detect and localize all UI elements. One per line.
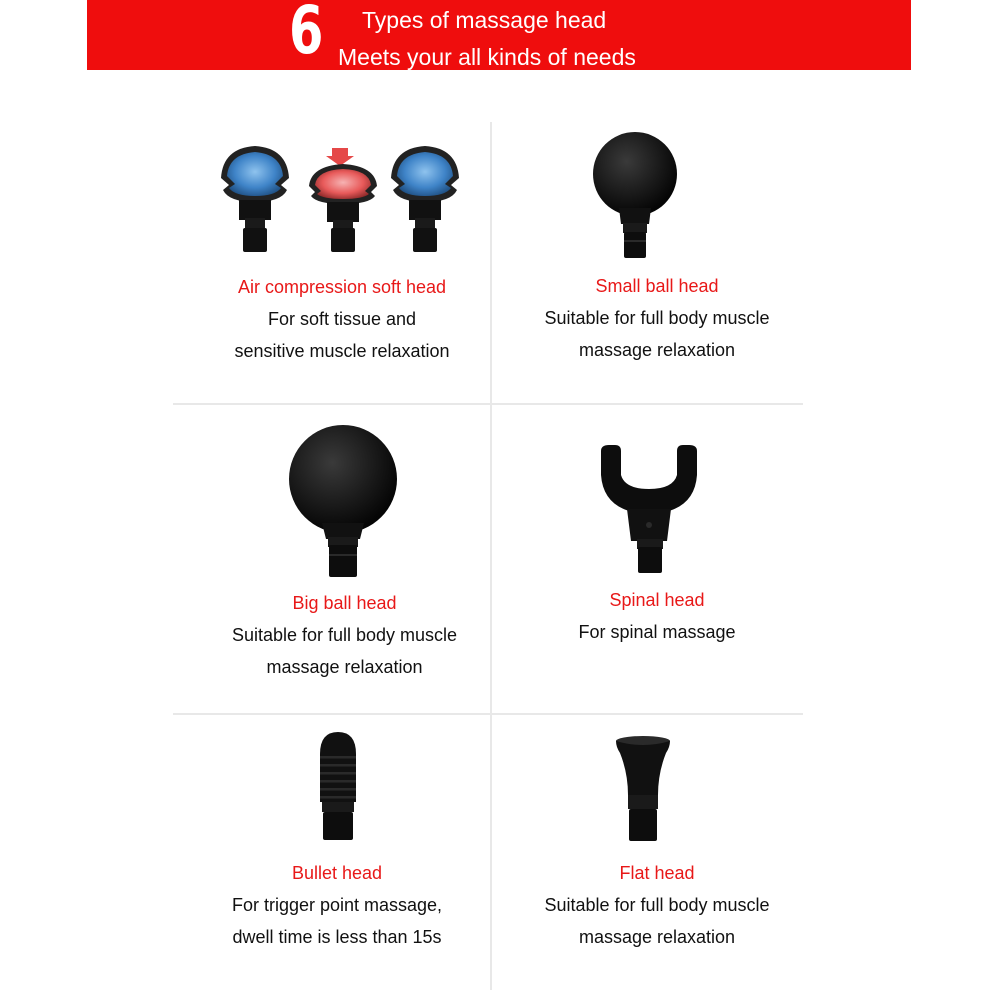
bullet-head-title: Bullet head	[291, 863, 383, 883]
flat-head-desc-1: Suitable for full body muscle	[544, 895, 770, 915]
small-ball-head-title: Small ball head	[595, 276, 719, 296]
spinal-head-desc-1: For spinal massage	[578, 622, 736, 642]
bullet-head-desc-1: For trigger point massage,	[231, 895, 443, 915]
row-divider	[173, 403, 803, 405]
big-ball-head-desc-2: massage relaxation	[266, 657, 423, 677]
big-ball-head-image	[278, 423, 408, 580]
spinal-head-image	[597, 445, 702, 575]
flat-head-title: Flat head	[619, 863, 695, 883]
small-ball-head-desc-2: massage relaxation	[578, 340, 736, 360]
air-compression-head-desc-2: sensitive muscle relaxation	[234, 341, 450, 361]
row-divider	[173, 713, 803, 715]
flat-head-desc-2: massage relaxation	[578, 927, 736, 947]
big-ball-head-title: Big ball head	[292, 593, 397, 613]
small-ball-head-desc-1: Suitable for full body muscle	[544, 308, 770, 328]
big-ball-head-desc-1: Suitable for full body muscle	[231, 625, 458, 645]
small-ball-head-image	[585, 128, 685, 263]
air-compression-head-image	[215, 140, 465, 260]
spinal-head-title: Spinal head	[609, 590, 705, 610]
air-compression-head-desc-1: For soft tissue and	[267, 309, 417, 329]
air-compression-head-title: Air compression soft head	[237, 277, 447, 297]
banner-title: Types of massage head	[362, 7, 607, 33]
bullet-head-image	[313, 728, 363, 843]
bullet-head-desc-2: dwell time is less than 15s	[232, 927, 442, 947]
banner-number: 6	[289, 0, 324, 69]
flat-head-image	[612, 735, 674, 845]
banner-subtitle: Meets your all kinds of needs	[338, 44, 636, 70]
